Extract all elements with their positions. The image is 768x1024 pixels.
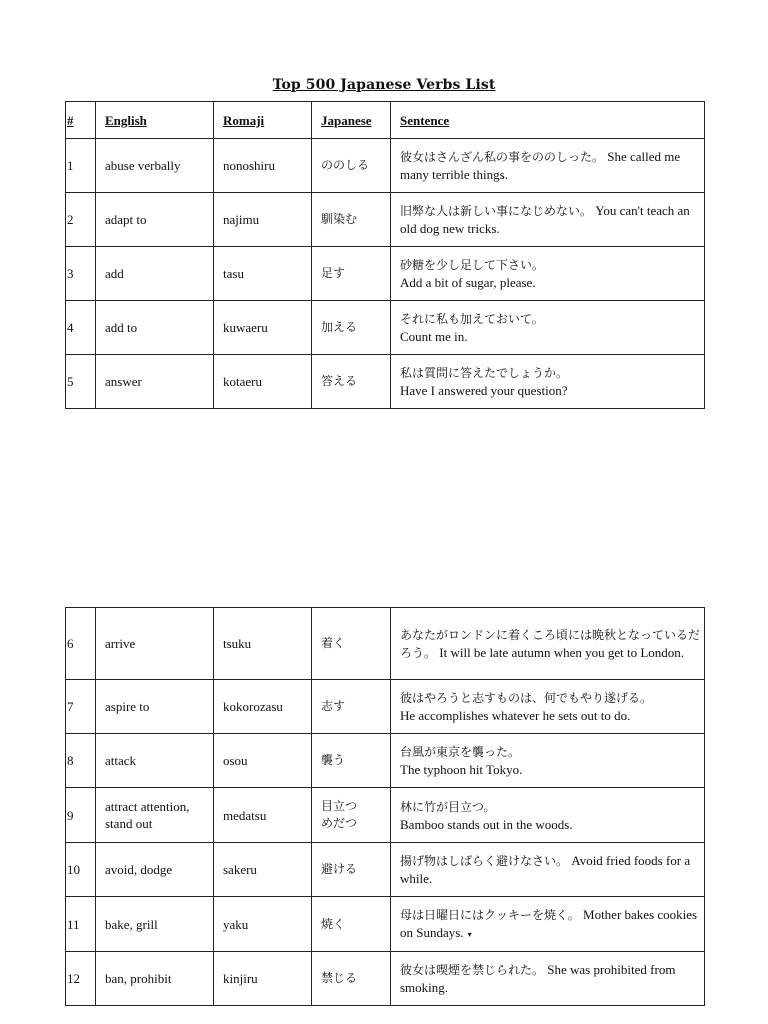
- table-row: [66, 952, 705, 1006]
- row-japanese: 馴染む: [312, 193, 391, 247]
- sentence-en: Avoid fried foods for a while.: [400, 853, 691, 886]
- row-sentence: [391, 355, 705, 409]
- sentence-jp: 旧弊な人は新しい事になじめない。: [400, 204, 593, 218]
- row-japanese: 着く: [312, 608, 391, 680]
- sentence-en: Have I answered your question?: [400, 383, 568, 398]
- row-sentence: [391, 897, 705, 952]
- row-sentence: [391, 734, 705, 788]
- row-japanese: 加える: [312, 301, 391, 355]
- page-title: Top 500 Japanese Verbs List: [272, 77, 496, 93]
- table-row: [66, 247, 705, 301]
- row-num: 11: [66, 897, 96, 952]
- row-japanese: [312, 788, 391, 843]
- row-english: abuse verbally: [96, 139, 214, 193]
- sentence-jp: あなたがロンドンに着くころ頃には晩秋となっているだろう。: [400, 627, 701, 660]
- sentence-en: Add a bit of sugar, please.: [400, 275, 536, 290]
- sentence-jp: 彼女はさんざん私の事をののしった。: [400, 150, 605, 164]
- row-num: 3: [66, 247, 96, 301]
- sentence-en: Mother bakes cookies on Sundays.: [400, 906, 698, 940]
- row-romaji: tsuku: [214, 608, 312, 680]
- row-romaji: yaku: [214, 897, 312, 952]
- row-romaji: medatsu: [214, 788, 312, 843]
- row-japanese: 志す: [312, 680, 391, 734]
- table-row: [66, 301, 705, 355]
- row-english: adapt to: [96, 193, 214, 247]
- sentence-en: He accomplishes whatever he sets out to do.: [400, 708, 631, 723]
- row-english: add: [96, 247, 214, 301]
- row-num: 4: [66, 301, 96, 355]
- row-num: 6: [66, 608, 96, 680]
- row-num: 7: [66, 680, 96, 734]
- row-num: 1: [66, 139, 96, 193]
- row-japanese: 焼く: [312, 897, 391, 952]
- sentence-jp: 林に竹が目立つ。: [400, 799, 496, 814]
- sentence-jp: 彼はやろうと志すものは、何でもやり遂げる。: [400, 691, 653, 705]
- row-romaji: kokorozasu: [214, 680, 312, 734]
- sentence-jp: 台風が東京を襲った。: [400, 745, 521, 759]
- sentence-en: Count me in.: [400, 329, 468, 344]
- table-row: [66, 897, 705, 952]
- row-sentence: [391, 139, 705, 193]
- table-row: [66, 608, 705, 680]
- sentence-en: Bamboo stands out in the woods.: [400, 816, 573, 832]
- header-romaji: Romaji: [214, 102, 312, 139]
- row-japanese: 襲う: [312, 734, 391, 788]
- row-romaji: sakeru: [214, 843, 312, 897]
- row-num: 9: [66, 788, 96, 843]
- row-num: 10: [66, 843, 96, 897]
- row-english: bake, grill: [96, 897, 214, 952]
- table-row: [66, 734, 705, 788]
- row-romaji: kotaeru: [214, 355, 312, 409]
- row-sentence: [391, 608, 705, 680]
- table-row: [66, 193, 705, 247]
- sentence-en: She was prohibited from smoking.: [400, 962, 676, 995]
- row-romaji: kinjiru: [214, 952, 312, 1006]
- row-english: answer: [96, 355, 214, 409]
- row-japanese: 足す: [312, 247, 391, 301]
- japanese-word: 目立つ: [321, 799, 358, 813]
- row-english: attack: [96, 734, 214, 788]
- row-romaji: nonoshiru: [214, 139, 312, 193]
- row-num: 2: [66, 193, 96, 247]
- table-header-row: [66, 102, 705, 139]
- sentence-en: You can't teach an old dog new tricks.: [400, 203, 690, 236]
- bullet-marker-icon: ▾: [467, 929, 472, 939]
- row-english: add to: [96, 301, 214, 355]
- row-sentence: [391, 952, 705, 1006]
- table-row: [66, 355, 705, 409]
- sentence-en: She called me many terrible things.: [400, 149, 681, 182]
- row-english: arrive: [96, 608, 214, 680]
- row-sentence: [391, 843, 705, 897]
- row-sentence: [391, 788, 705, 843]
- row-japanese: ののしる: [312, 139, 391, 193]
- row-num: 12: [66, 952, 96, 1006]
- sentence-jp: 揚げ物はしばらく避けなさい。: [400, 854, 569, 868]
- row-english: aspire to: [96, 680, 214, 734]
- sentence-jp: 母は日曜日にはクッキーを焼く。: [400, 907, 580, 922]
- row-english: avoid, dodge: [96, 843, 214, 897]
- sentence-jp: 私は質問に答えたでしょうか。: [400, 366, 569, 380]
- sentence-jp: 砂糖を少し足して下さい。: [400, 258, 545, 272]
- row-romaji: najimu: [214, 193, 312, 247]
- row-sentence: [391, 193, 705, 247]
- sentence-en: The typhoon hit Tokyo.: [400, 762, 523, 777]
- row-english: attract attention, stand out: [96, 788, 214, 843]
- sentence-en: It will be late autumn when you get to London.: [439, 644, 685, 660]
- japanese-reading: めだつ: [321, 816, 358, 830]
- row-num: 8: [66, 734, 96, 788]
- header-sentence: Sentence: [391, 102, 705, 139]
- table-row: [66, 843, 705, 897]
- table-row: [66, 788, 705, 843]
- header-english: English: [96, 102, 214, 139]
- header-japanese: Japanese: [312, 102, 391, 139]
- row-english: ban, prohibit: [96, 952, 214, 1006]
- sentence-jp: 彼女は喫煙を禁じられた。: [400, 963, 545, 977]
- table-row: [66, 139, 705, 193]
- row-num: 5: [66, 355, 96, 409]
- row-japanese: 避ける: [312, 843, 391, 897]
- table-row: [66, 680, 705, 734]
- verbs-table-top: [65, 101, 705, 409]
- row-romaji: tasu: [214, 247, 312, 301]
- row-romaji: kuwaeru: [214, 301, 312, 355]
- verbs-table-bottom: [65, 607, 705, 1006]
- row-sentence: [391, 301, 705, 355]
- row-sentence: [391, 680, 705, 734]
- row-romaji: osou: [214, 734, 312, 788]
- row-japanese: 禁じる: [312, 952, 391, 1006]
- row-japanese: 答える: [312, 355, 391, 409]
- row-sentence: [391, 247, 705, 301]
- header-num: #: [66, 102, 96, 139]
- sentence-jp: それに私も加えておいて。: [400, 312, 544, 326]
